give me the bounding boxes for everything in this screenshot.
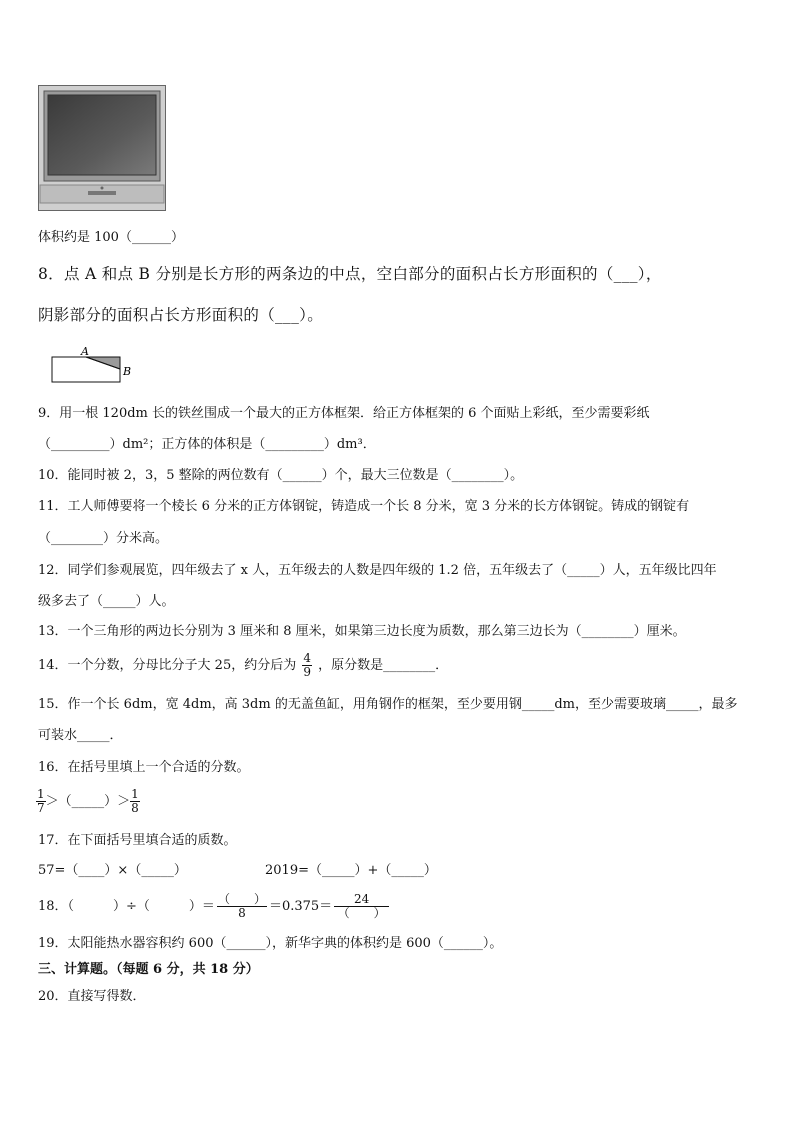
q8-line2: 阴影部分的面积占长方形面积的（___）。	[38, 306, 324, 324]
q17-right: 2019=（_____）+（_____）	[265, 863, 437, 878]
q20: 20．直接写得数．	[38, 989, 146, 1004]
q11-line1: 11．工人师傅要将一个棱长 6 分米的正方体钢锭，铸造成一个长 8 分米，宽 3 分米的长方体钢锭。铸成的钢锭有	[38, 499, 690, 514]
q12-line1: 12．同学们参观展览，四年级去了 x 人，五年级去的人数是四年级的 1.2 倍，五年级去了（_____）人，五年级比四年	[38, 563, 717, 578]
q15-line1: 15．作一个长 6dm，宽 4dm，高 3dm 的无盖鱼缸，用角钢作的框架，至少要用钢_____dm，至少需要玻璃_____，最多	[38, 697, 738, 712]
fraction-four-ninths: $\frac{4}{9}$	[303, 651, 311, 679]
q16-middle: ＞（_____）＞	[45, 794, 131, 809]
q18-fraction-1: $\frac{( )}{8}$	[217, 892, 266, 920]
q9-line2: （_________）dm²；正方体的体积是（_________）dm³．	[38, 437, 376, 452]
television-image	[38, 85, 166, 211]
label-b: B	[123, 365, 132, 378]
q8-line1: 8．点 A 和点 B 分别是长方形的两条边的中点，空白部分的面积占长方形面积的（___），	[38, 265, 662, 283]
rectangle-figure	[50, 345, 135, 385]
fraction-one-seventh: $\frac{1}{7}$	[37, 787, 45, 815]
q16-title: 16．在括号里填上一个合适的分数。	[38, 760, 250, 775]
q16-expression	[36, 788, 140, 815]
q14	[38, 652, 448, 679]
q12-line2: 级多去了（_____）人。	[38, 594, 175, 609]
q18	[38, 893, 391, 920]
q9-line1: 9．用一根 120dm 长的铁丝围成一个最大的正方体框架．给正方体框架的 6 个面贴上彩纸，至少需要彩纸	[38, 406, 650, 421]
q14-prefix: 14．一个分数，分母比分子大 25，约分后为	[38, 658, 297, 673]
label-a: A	[81, 345, 89, 358]
q13: 13．一个三角形的两边长分别为 3 厘米和 8 厘米，如果第三边长度为质数，那么第三边长为（________）厘米。	[38, 624, 686, 639]
q17-title: 17．在下面括号里填合适的质数。	[38, 833, 237, 848]
q18-prefix: 18．（ ）÷（ ）＝	[38, 899, 215, 914]
section-3-heading: 三、计算题。（每题 6 分，共 18 分）	[38, 962, 259, 977]
q18-fraction-2: $\frac{24}{( )}$	[334, 893, 389, 920]
q7-tail: 体积约是 100（______）	[38, 230, 184, 245]
q17-left: 57=（____）×（_____）	[38, 863, 187, 878]
q19: 19．太阳能热水器容积约 600（______），新华字典的体积约是 600（______）。	[38, 936, 503, 951]
q18-middle: ＝0.375＝	[268, 899, 333, 914]
q10: 10．能同时被 2，3，5 整除的两位数有（______）个，最大三位数是（________）。	[38, 468, 524, 483]
q11-line2: （________）分米高。	[38, 531, 169, 546]
fraction-one-eighth: $\frac{1}{8}$	[131, 787, 139, 815]
q15-line2: 可装水_____．	[38, 728, 123, 743]
q14-suffix: ，原分数是________．	[318, 658, 449, 673]
